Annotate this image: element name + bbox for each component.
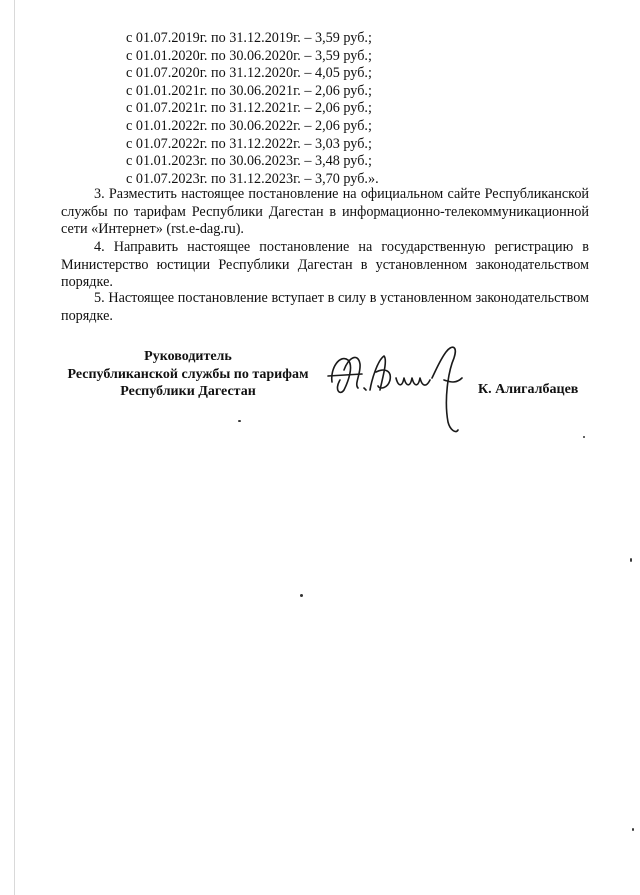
scan-speck bbox=[238, 420, 241, 422]
rate-line: с 01.07.2020г. по 31.12.2020г. – 4,05 руб.; bbox=[126, 65, 372, 82]
signer-name: К. Алигалбацев bbox=[478, 382, 579, 397]
paragraph-4 bbox=[61, 239, 589, 292]
rate-line: с 01.07.2022г. по 31.12.2022г. – 3,03 руб.; bbox=[126, 135, 372, 152]
scan-edge-line bbox=[14, 0, 15, 895]
paragraph-text: Направить настоящее постановление на государственную регистрацию в Министерство юстиции Республики Дагестан в установленном законодательством порядке. bbox=[61, 239, 590, 291]
paragraph-5 bbox=[61, 290, 589, 325]
rate-line: с 01.01.2022г. по 30.06.2022г. – 2,06 руб.; bbox=[126, 117, 372, 134]
handwritten-signature bbox=[318, 330, 483, 440]
paragraph-number: 4. bbox=[94, 239, 105, 255]
paragraph-text: Разместить настоящее постановление на официальном сайте Республиканской службы по тарифам Республики Дагестан в информационно-телекоммуникационной сети «Интернет» (rst.e-dag.ru). bbox=[61, 186, 590, 238]
scan-speck bbox=[632, 828, 634, 831]
rate-line: с 01.01.2020г. по 30.06.2020г. – 3,59 руб.; bbox=[126, 47, 372, 64]
signatory-title-line: Республики Дагестан bbox=[120, 384, 256, 400]
rate-line: с 01.07.2023г. по 31.12.2023г. – 3,70 руб.». bbox=[126, 170, 379, 187]
signatory-title bbox=[58, 348, 318, 401]
paragraph-3 bbox=[61, 186, 589, 239]
paragraph-number: 3. bbox=[94, 186, 105, 202]
scan-speck bbox=[583, 436, 585, 438]
signatory-title-line: Руководитель bbox=[144, 349, 232, 364]
rate-line: с 01.07.2019г. по 31.12.2019г. – 3,59 руб.; bbox=[126, 30, 372, 46]
scan-speck bbox=[300, 594, 303, 597]
rate-line: с 01.01.2021г. по 30.06.2021г. – 2,06 руб.; bbox=[126, 82, 372, 99]
rate-list bbox=[126, 30, 379, 188]
paragraph-number: 5. bbox=[94, 290, 105, 306]
rate-line: с 01.07.2021г. по 31.12.2021г. – 2,06 руб.; bbox=[126, 100, 372, 117]
rate-line: с 01.01.2023г. по 30.06.2023г. – 3,48 руб.; bbox=[126, 153, 372, 170]
signatory-title-line: Республиканской службы по тарифам bbox=[67, 366, 309, 382]
scan-speck bbox=[630, 558, 632, 562]
paragraph-text: Настоящее постановление вступает в силу в установленном законодательством порядке. bbox=[61, 290, 589, 324]
